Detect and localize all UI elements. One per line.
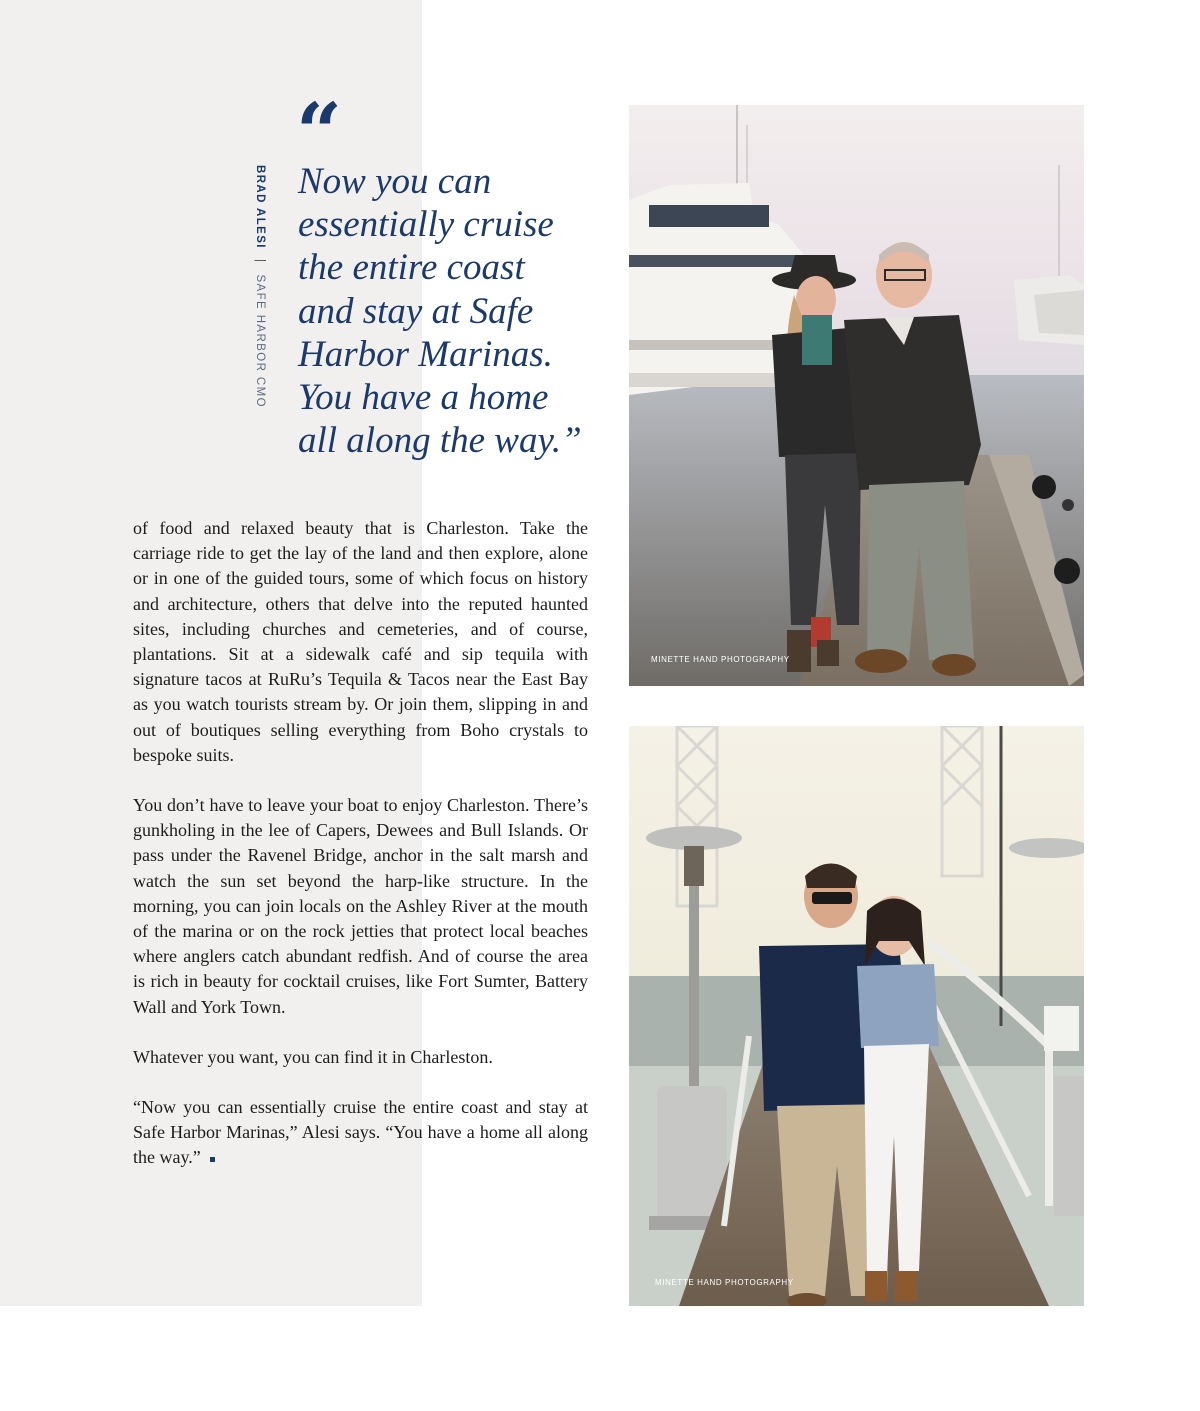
pull-quote-line: all along the way.” <box>298 420 582 462</box>
pull-quote-line: Now you can <box>298 161 492 202</box>
pull-quote-line: the entire coast <box>298 247 525 289</box>
photo-couple-on-dock <box>629 105 1084 686</box>
final-paragraph-text: “Now you can essentially cruise the entire coast and stay at Safe Harbor Marinas,” Alesi says. “You have a home all along the way.” <box>133 1097 588 1168</box>
photo-credit: MINETTE HAND PHOTOGRAPHY <box>651 655 790 664</box>
pull-quote-line: Harbor Marinas. <box>298 333 553 375</box>
photo-couple-on-dock-image <box>629 105 1084 686</box>
end-mark-icon <box>210 1157 215 1162</box>
body-paragraph: You don’t have to leave your boat to enjoy Charleston. There’s gunkholing in the lee of Capers, Dewees and Bull Islands. Or pass under the Ravenel Bridge, anchor in the salt marsh and watch the sun set beyond the harp-like structure. In the morning, you can join locals on the Ashley River at the mouth of the marina or on the rock jetties that protect local beaches where anglers catch abundant redfish. And of course the area is rich in beauty for cocktail cruises, like Fort Sumter, Battery Wall and York Town. <box>133 795 588 1017</box>
open-quote-mark: “ <box>296 85 343 179</box>
pull-quote-line: essentially cruise <box>298 204 554 246</box>
quote-attribution <box>254 165 266 408</box>
photo-couple-on-gangway <box>629 726 1084 1306</box>
pull-quote-line: and stay at Safe <box>298 290 534 332</box>
attribution-separator: | <box>254 259 266 264</box>
pull-quote <box>298 160 598 462</box>
body-paragraph: Whatever you want, you can find it in Charleston. <box>133 1046 493 1067</box>
attribution-name: BRAD ALESI <box>254 165 266 249</box>
photo-couple-on-gangway-image <box>629 726 1084 1306</box>
body-paragraph-final <box>133 1095 588 1171</box>
article-body <box>133 516 588 1196</box>
pull-quote-line: You have a home <box>298 377 549 419</box>
attribution-title: SAFE HARBOR CMO <box>254 274 266 408</box>
body-paragraph: of food and relaxed beauty that is Charleston. Take the carriage ride to get the lay of the land and then explore, alone or in one of the guided tours, some of which focus on history and architecture, others that delve into the reputed haunted sites, including churches and cemeteries, and of course, plantations. Sit at a sidewalk café and sip tequila with signature tacos at RuRu’s Tequila & Tacos near the East Bay as you watch tourists stream by. Or join them, slipping in and out of boutiques selling everything from Boho crystals to bespoke suits. <box>133 518 588 765</box>
photo-credit: MINETTE HAND PHOTOGRAPHY <box>655 1278 794 1287</box>
